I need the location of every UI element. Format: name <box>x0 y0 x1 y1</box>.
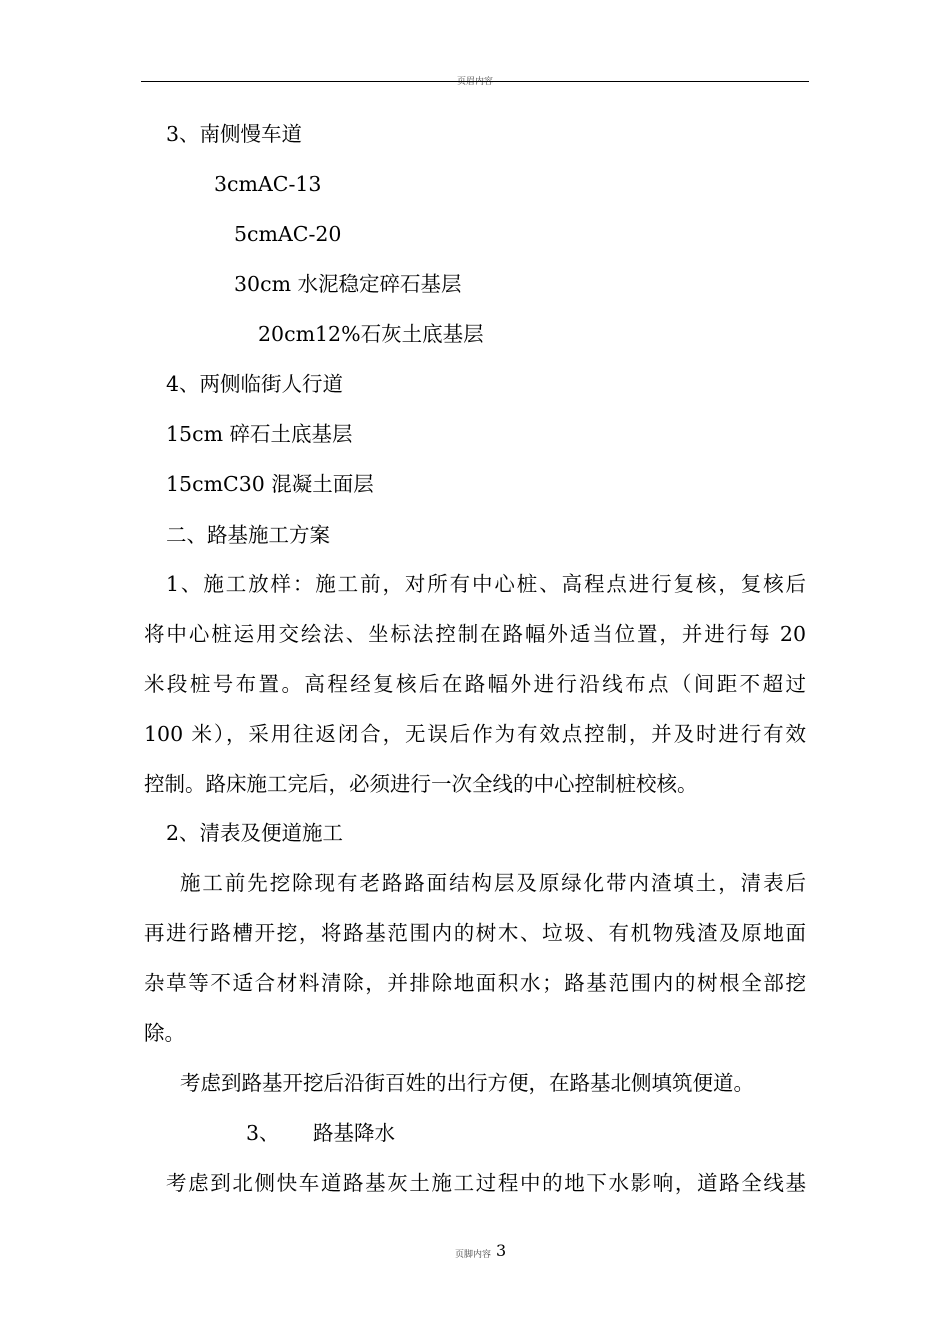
paragraph-line: 再进行路槽开挖，将路基范围内的树木、垃圾、有机物残渣及原地面 <box>144 921 806 945</box>
layer-item: 15cmC30 混凝土面层 <box>166 472 374 496</box>
page-footer <box>455 1241 507 1260</box>
page-number: 3 <box>496 1241 507 1260</box>
paragraph-line: 1、施工放样：施工前，对所有中心桩、高程点进行复核，复核后 <box>166 572 806 596</box>
paragraph-line: 考虑到路基开挖后沿街百姓的出行方便，在路基北侧填筑便道。 <box>180 1071 754 1095</box>
heading-sidewalk: 4、两侧临街人行道 <box>166 372 344 396</box>
section-heading: 二、路基施工方案 <box>166 523 330 547</box>
subheading-dewatering: 路基降水 <box>313 1121 395 1145</box>
layer-item: 3cmAC-13 <box>214 172 322 196</box>
paragraph-line: 考虑到北侧快车道路基灰土施工过程中的地下水影响，道路全线基 <box>166 1171 806 1195</box>
paragraph-line: 除。 <box>144 1021 185 1045</box>
heading-south-slow-lane: 3、南侧慢车道 <box>166 122 303 146</box>
layer-item: 20cm12%石灰土底基层 <box>258 322 484 346</box>
paragraph-line: 杂草等不适合材料清除，并排除地面积水；路基范围内的树根全部挖 <box>144 971 806 995</box>
page-header: 页眉内容 <box>456 77 493 87</box>
header-divider <box>141 81 809 82</box>
paragraph-line: 米段桩号布置。高程经复核后在路幅外进行沿线布点（间距不超过 <box>144 672 806 696</box>
footer-text: 页脚内容 <box>455 1250 492 1260</box>
layer-item: 15cm 碎石土底基层 <box>166 422 353 446</box>
subheading-clearing: 2、清表及便道施工 <box>166 821 344 845</box>
paragraph-line: 控制。路床施工完后，必须进行一次全线的中心控制桩校核。 <box>144 772 698 796</box>
paragraph-line: 100 米），采用往返闭合，无误后作为有效点控制，并及时进行有效 <box>144 722 806 746</box>
paragraph-line: 将中心桩运用交绘法、坐标法控制在路幅外适当位置，并进行每 20 <box>144 622 806 646</box>
subheading-number: 3、 <box>246 1121 280 1145</box>
layer-item: 5cmAC-20 <box>234 222 342 246</box>
layer-item: 30cm 水泥稳定碎石基层 <box>234 272 462 296</box>
paragraph-line: 施工前先挖除现有老路路面结构层及原绿化带内渣填土，清表后 <box>180 871 806 895</box>
